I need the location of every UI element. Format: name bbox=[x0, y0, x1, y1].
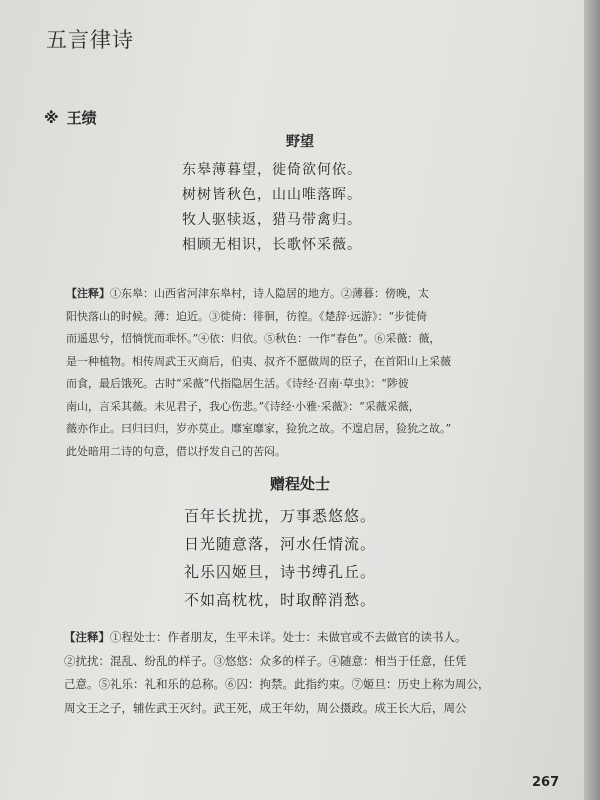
poem-line: 东皋薄暮望，徙倚欲何依。 bbox=[182, 162, 362, 178]
annotation-block bbox=[64, 626, 574, 720]
poem-body bbox=[184, 502, 376, 614]
poem-line: 礼乐囚姬旦，诗书缚孔丘。 bbox=[184, 563, 377, 581]
poem-line: 不如高枕枕，时取醉消愁。 bbox=[184, 591, 377, 609]
annotation-line: 周文王之子，辅佐武王灭纣。武王死，成王年幼，周公摄政。成王长大后，周公 bbox=[64, 700, 467, 715]
annotation-line: 是一种植物。相传周武王灭商后，伯夷、叔齐不愿做周的臣子，在首阳山上采薇 bbox=[66, 354, 451, 368]
annotation-line: 薇亦作止。曰归曰归，岁亦莫止。靡室靡家，猃狁之故。不遑启居，猃狁之故。” bbox=[66, 422, 452, 435]
poem-line: 百年长扰扰，万事悉悠悠。 bbox=[184, 507, 377, 525]
annotation-label: 【注释】 bbox=[66, 287, 110, 300]
poem-line: 牧人驱犊返，猎马带禽归。 bbox=[182, 212, 362, 228]
poem-title: 赠程处士 bbox=[269, 475, 330, 493]
annotation-line: 南山，言采其薇。未见君子，我心伤悲。”《诗经·小雅·采薇》：“采薇采薇， bbox=[66, 399, 420, 413]
poem-line: 日光随意落，河水任情流。 bbox=[184, 535, 377, 553]
author-heading bbox=[44, 107, 97, 128]
section-title: 五言律诗 bbox=[46, 28, 134, 52]
poem-body bbox=[182, 158, 362, 258]
annotation-label: 【注释】 bbox=[64, 630, 110, 644]
poem-line: 相顾无相识，长歌怀采薇。 bbox=[182, 237, 362, 253]
poem-title: 野望 bbox=[286, 134, 314, 150]
author-name: 王绩 bbox=[66, 109, 97, 127]
annotation-block bbox=[66, 283, 566, 463]
poem-line: 树树皆秋色，山山唯落晖。 bbox=[182, 187, 362, 203]
annotation-line: 而遥思兮，怊惝恍而乖怀。”④依：归依。⑤秋色：一作“春色”。⑥采薇：薇， bbox=[66, 332, 441, 345]
annotation-line: 【注释】①程处士：作者朋友，生平未详。处士：未做官或不去做官的读书人。 bbox=[64, 630, 467, 644]
annotation-line: 【注释】①东皋：山西省河津东皋村，诗人隐居的地方。②薄暮：傍晚，太 bbox=[66, 287, 429, 300]
annotation-line: 此处暗用二诗的句意，借以抒发自己的苦闷。 bbox=[66, 444, 286, 458]
annotation-line: ②扰扰：混乱、纷乱的样子。③悠悠：众多的样子。④随意：相当于任意，任凭 bbox=[64, 653, 467, 668]
reference-mark-icon: ※ bbox=[44, 108, 59, 127]
page-edge-shadow bbox=[584, 0, 600, 800]
annotation-line: 己意。⑤礼乐：礼和乐的总称。⑥囚：拘禁。此指约束。⑦姬旦：历史上称为周公， bbox=[64, 677, 490, 691]
annotation-line: 而食，最后饿死。古时“采薇”代指隐居生活。《诗经·召南·草虫》：“陟彼 bbox=[66, 377, 409, 390]
annotation-line: 阳快落山的时候。薄：迫近。③徙倚：徘徊，彷徨。《楚辞·远游》：“步徙倚 bbox=[66, 309, 428, 323]
page-number: 267 bbox=[532, 775, 560, 790]
